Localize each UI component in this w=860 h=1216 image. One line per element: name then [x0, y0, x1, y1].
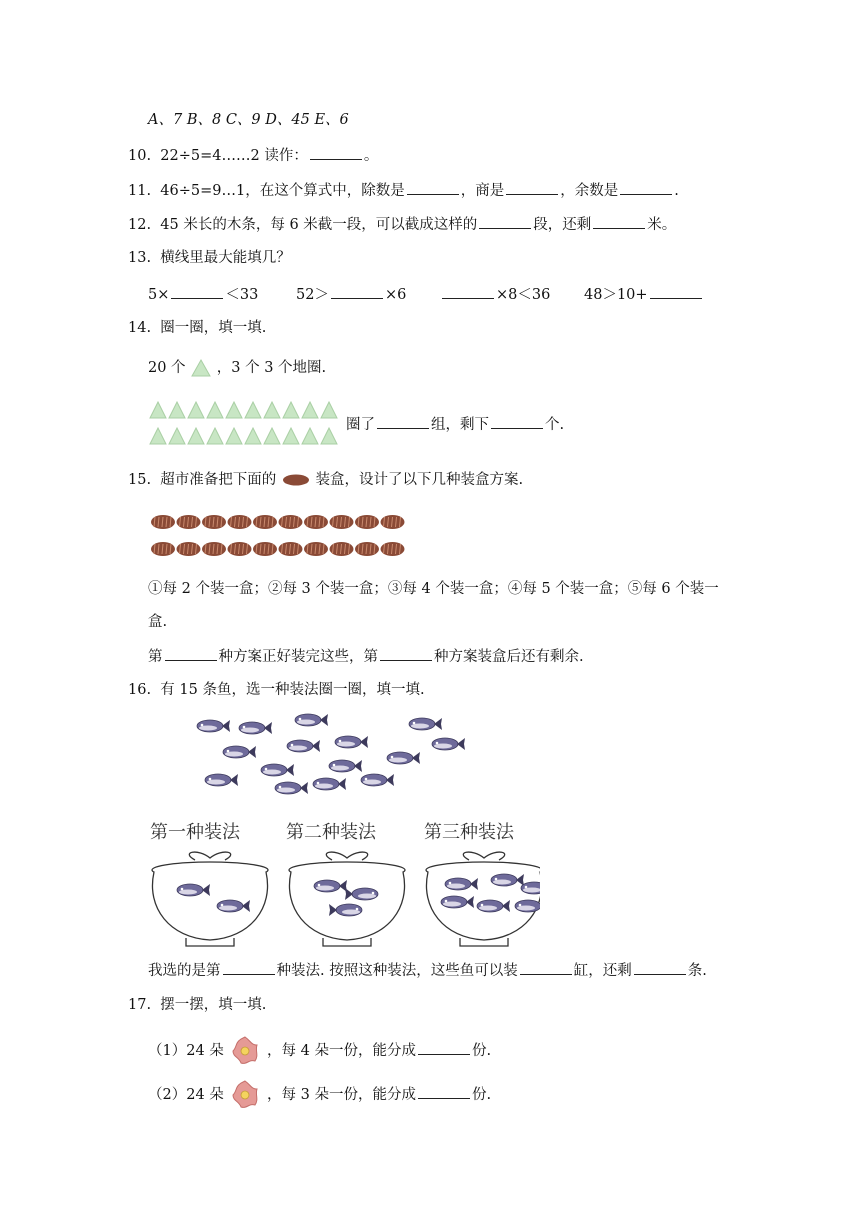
q11-text-a: 46÷5=9…1，在这个算式中，除数是 [160, 183, 405, 199]
bread-icon [279, 515, 303, 529]
q14-answer [346, 414, 564, 435]
question-10 [128, 145, 378, 166]
fish-icon [287, 740, 320, 752]
q12-blank-segments[interactable] [479, 214, 531, 229]
question-14 [128, 318, 266, 338]
option-d: D、45 [265, 112, 310, 128]
bread-icon [228, 515, 252, 529]
bread-icon [355, 515, 379, 529]
q14-number: 14. [128, 320, 152, 336]
triangle-icon [169, 402, 185, 418]
bread-icon [253, 542, 277, 556]
q14-text-b: 组，剩下 [431, 417, 489, 433]
triangle-group [148, 398, 344, 450]
q12-blank-remaining[interactable] [593, 214, 645, 229]
q16-blank-tanks[interactable] [520, 960, 572, 975]
bread-icon [279, 542, 303, 556]
q13-item-2-pre: 52＞ [296, 287, 329, 303]
q17-blank-2[interactable] [418, 1084, 470, 1099]
q13-item-1 [148, 284, 258, 305]
triangle-icon [150, 428, 166, 444]
q10-blank[interactable] [310, 145, 362, 160]
q10-end: 。 [363, 148, 379, 164]
q13-item-1-pre: 5× [148, 287, 170, 303]
q16-blank-method[interactable] [223, 960, 275, 975]
q15-blank-exact[interactable] [165, 646, 217, 661]
q13-number: 13. [128, 250, 152, 266]
fish-group [190, 708, 490, 808]
triangle-icon [226, 428, 242, 444]
q14-title: 圈一圈，填一填. [160, 320, 267, 336]
question-16 [128, 680, 425, 700]
fish-icon [239, 722, 272, 734]
q17-part-1 [148, 1034, 491, 1068]
q13-item-1-post: ＜33 [225, 287, 259, 303]
triangle-icon [169, 428, 185, 444]
triangle-icon [283, 428, 299, 444]
option-c: C、9 [225, 112, 261, 128]
fish-icon [205, 774, 238, 786]
q16-ans-c: 缸，还剩 [573, 963, 632, 979]
fish-icon [387, 752, 420, 764]
fish-icon [275, 782, 308, 794]
q16-title: 有 15 条鱼，选一种装法圈一圈，填一填. [160, 682, 425, 698]
q13-item-4-pre: 48＞10+ [584, 287, 648, 303]
q9-options [148, 110, 349, 130]
q15-blank-remainder[interactable] [380, 646, 432, 661]
question-13 [128, 248, 291, 268]
triangle-icon [264, 402, 280, 418]
triangle-icon [207, 402, 223, 418]
q16-answer [148, 960, 707, 981]
bread-icon [281, 473, 311, 487]
q11-text-b: ，商是 [460, 183, 505, 199]
q16-ans-a: 我选的是第 [148, 963, 221, 979]
method-label-2: 第二种装法 [286, 822, 376, 843]
triangle-icon [321, 402, 337, 418]
q13-item-3-post: ×8＜36 [496, 287, 551, 303]
bread-icon [304, 515, 328, 529]
q17-p2-b: ，每 3 朵一份，能分成 [267, 1087, 416, 1103]
question-12 [128, 214, 676, 235]
bread-icon [151, 542, 175, 556]
q13-blank-3[interactable] [442, 284, 494, 299]
triangle-icon [302, 428, 318, 444]
q11-blank-divisor[interactable] [407, 180, 459, 195]
q11-number: 11. [128, 183, 152, 199]
q13-blank-1[interactable] [171, 284, 223, 299]
q14-blank-left[interactable] [491, 414, 543, 429]
bread-icon [202, 542, 226, 556]
option-e: E、6 [314, 112, 349, 128]
triangle-icon [283, 402, 299, 418]
question-15 [128, 470, 523, 490]
q17-blank-1[interactable] [418, 1040, 470, 1055]
bread-icon [381, 542, 405, 556]
triangle-icon [226, 402, 242, 418]
triangle-icon [321, 428, 337, 444]
q17-p1-a: （1）24 朵 [148, 1043, 224, 1059]
q12-text-c: 米。 [647, 217, 677, 233]
q16-blank-left[interactable] [634, 960, 686, 975]
bread-icon [177, 542, 201, 556]
option-a: A、7 [148, 112, 183, 128]
q10-text: 22÷5=4……2 读作： [160, 148, 308, 164]
q16-ans-d: 条. [687, 963, 707, 979]
q13-item-2-post: ×6 [384, 287, 407, 303]
fish-icon [521, 882, 540, 894]
q13-item-3 [440, 284, 550, 305]
triangle-icon [207, 428, 223, 444]
triangle-icon [188, 402, 204, 418]
bread-icon [355, 542, 379, 556]
q14-text-a: 圈了 [346, 417, 375, 433]
fishbowl-icon [289, 852, 405, 946]
triangle-icon [188, 428, 204, 444]
q17-title: 摆一摆，填一填. [160, 997, 267, 1013]
q17-p2-a: （2）24 朵 [148, 1087, 224, 1103]
q17-p1-b: ，每 4 朵一份，能分成 [267, 1043, 416, 1059]
q12-number: 12. [128, 217, 152, 233]
q13-item-4 [584, 284, 704, 305]
q15-ans-b: 种方案正好装完这些，第 [218, 649, 378, 665]
flower-icon [228, 1034, 262, 1068]
q15-number: 15. [128, 472, 152, 488]
bread-icon [330, 542, 354, 556]
q13-blank-4[interactable] [650, 284, 702, 299]
bread-icon [177, 515, 201, 529]
q14-text-c: 个. [545, 417, 565, 433]
q10-number: 10. [128, 148, 152, 164]
q15-options-line1: ①每 2 个装一盒；②每 3 个装一盒；③每 4 个装一盒；④每 5 个装一盒；⑤每 6 个装一 [148, 581, 719, 597]
q12-text-b: 段，还剩 [533, 217, 592, 233]
flower-icon [228, 1078, 262, 1112]
q13-title: 横线里最大能填几？ [160, 250, 291, 266]
triangle-icon [302, 402, 318, 418]
question-11 [128, 180, 679, 201]
bread-icon [228, 542, 252, 556]
q11-text-c: ，余数是 [560, 183, 619, 199]
q15-text-b: 装盒，设计了以下几种装盒方案. [315, 472, 524, 488]
q11-blank-remainder[interactable] [620, 180, 672, 195]
bread-icon [202, 515, 226, 529]
q14-blank-groups[interactable] [377, 414, 429, 429]
q15-ans-a: 第 [148, 649, 163, 665]
fish-icon [409, 718, 442, 730]
q17-part-2 [148, 1078, 491, 1112]
fish-icon [295, 714, 328, 726]
q14-line1-b: ，3 个 3 个地圈. [216, 360, 327, 376]
fish-icon [335, 736, 368, 748]
fish-icon [361, 774, 394, 786]
triangle-icon [190, 358, 212, 378]
q17-number: 17. [128, 997, 152, 1013]
q11-text-d: . [674, 183, 679, 199]
q11-blank-quotient[interactable] [506, 180, 558, 195]
q15-options-line2: 盒. [148, 614, 168, 630]
fish-icon [261, 764, 294, 776]
bread-icon [253, 515, 277, 529]
fishbowl-icon [426, 852, 540, 946]
fish-icon [313, 778, 346, 790]
question-17 [128, 995, 266, 1015]
q14-line1-a: 20 个 [148, 360, 186, 376]
fish-icon [329, 760, 362, 772]
q15-ans-c: 种方案装盒后还有剩余. [434, 649, 584, 665]
bread-icon [151, 515, 175, 529]
method-label-3: 第三种装法 [424, 822, 514, 843]
fishbowl-icon [152, 852, 268, 946]
bread-icon [304, 542, 328, 556]
triangle-icon [150, 402, 166, 418]
q16-ans-b: 种装法. 按照这种装法，这些鱼可以装 [276, 963, 518, 979]
bread-icon [330, 515, 354, 529]
fish-icon [223, 746, 256, 758]
q16-number: 16. [128, 682, 152, 698]
method-label-1: 第一种装法 [150, 822, 240, 843]
triangle-icon [245, 428, 261, 444]
triangle-icon [245, 402, 261, 418]
q17-p1-c: 份. [471, 1043, 492, 1059]
fish-icon [432, 738, 465, 750]
q13-blank-2[interactable] [331, 284, 383, 299]
q12-text-a: 45 米长的木条，每 6 米截一段，可以截成这样的 [160, 217, 478, 233]
triangle-icon [264, 428, 280, 444]
fish-icon [197, 720, 230, 732]
q15-text-a: 超市准备把下面的 [160, 472, 277, 488]
q15-answer [148, 646, 584, 667]
bread-group [150, 512, 410, 562]
fish-icon [515, 900, 540, 912]
fishbowl-group [150, 850, 540, 950]
q13-item-2 [296, 284, 406, 305]
q17-p2-c: 份. [471, 1087, 492, 1103]
q14-line1 [148, 358, 326, 378]
option-b: B、8 [186, 112, 222, 128]
bread-icon [381, 515, 405, 529]
